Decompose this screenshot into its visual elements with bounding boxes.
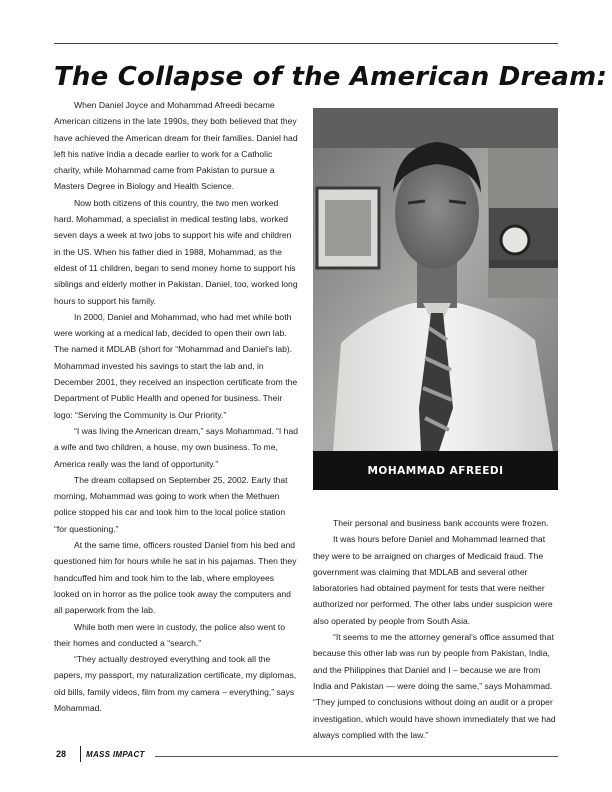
top-rule (54, 43, 558, 44)
paragraph: At the same time, officers rousted Daniel from his bed and questioned him for hours while he sat in his pajamas. Then they handcuffed him and took him to the lab, where employees looked on in horror as the police took away the computers and all paperwork from the lab. (54, 540, 297, 616)
left-column (54, 97, 300, 716)
page-number: 28 (56, 749, 67, 759)
footer-rule (155, 756, 558, 757)
paragraph: “I was living the American dream,” says Mohammad. “I had a wife and two children, a house, my own business. To me, America really was the land of opportunity.” (54, 425, 298, 469)
magazine-name: MASS IMPACT (86, 750, 145, 759)
right-column (313, 515, 559, 743)
paragraph: The dream collapsed on September 25, 2002. Early that morning, Mohammad was going to work when the Methuen police stopped his car and took him to the local police station “for questioning.” (54, 474, 288, 534)
paragraph: “They actually destroyed everything and took all the papers, my passport, my naturalization certificate, my diplomas, old bills, family videos, film from my camera – everything,” says Mohammad. (54, 654, 297, 713)
paragraph: It was hours before Daniel and Mohammad learned that they were to be arraigned on charges of Medicaid fraud. The government was claiming that MDLAB and several other laboratories had obtained payment for tests that were neither authorized nor performed. The other labs under suspicion were also operated by people from South Asia. (313, 534, 553, 626)
article-headline: The Collapse of the American Dream: (54, 62, 608, 92)
paragraph: While both men were in custody, the police also went to their homes and conducted a “search.” (54, 621, 285, 648)
footer-divider (80, 746, 81, 762)
paragraph: “It seems to me the attorney general’s office assumed that because this other lab was run by people from Pakistan, India, and the Philippines that Daniel and I – because we are from India and Pakistan — were doing the same,” says Mohammad. “They jumped to conclusions without doing an audit or a proper investigation, which would have shown immediately that we had always complied with the law.” (313, 632, 556, 740)
paragraph: Their personal and business bank accounts were frozen. (333, 518, 549, 528)
photo-caption: MOHAMMAD AFREEDI (313, 451, 558, 490)
paragraph: When Daniel Joyce and Mohammad Afreedi became American citizens in the late 1990s, they both believed that they have achieved the American dream for their families. Daniel had left his native India a decade earlier to work for a Catholic charity, while Mohammad came from Pakistan to pursue a Masters Degree in Biology and Health Science. (54, 100, 298, 192)
portrait-photo (313, 108, 558, 451)
paragraph: In 2000, Daniel and Mohammad, who had met while both were working at a medical lab, decided to open their own lab. The named it MDLAB (short for “Mohammad and Daniel’s lab). Mohammad invested his savings to start the lab and, in December 2001, they received an inspection certificate from the Department of Public Health and opened for business. Their logo: “Serving the Community is Our Priority.” (54, 311, 298, 420)
paragraph: Now both citizens of this country, the two men worked hard. Mohammad, a specialist in medical testing labs, worked seven days a week at two jobs to support his wife and children in the US. When his father died in 1988, Mohammad, as the eldest of 11 children, began to send money home to support his siblings and elderly mother in Pakistan. Daniel, too, worked long hours to support his family. (54, 197, 298, 306)
